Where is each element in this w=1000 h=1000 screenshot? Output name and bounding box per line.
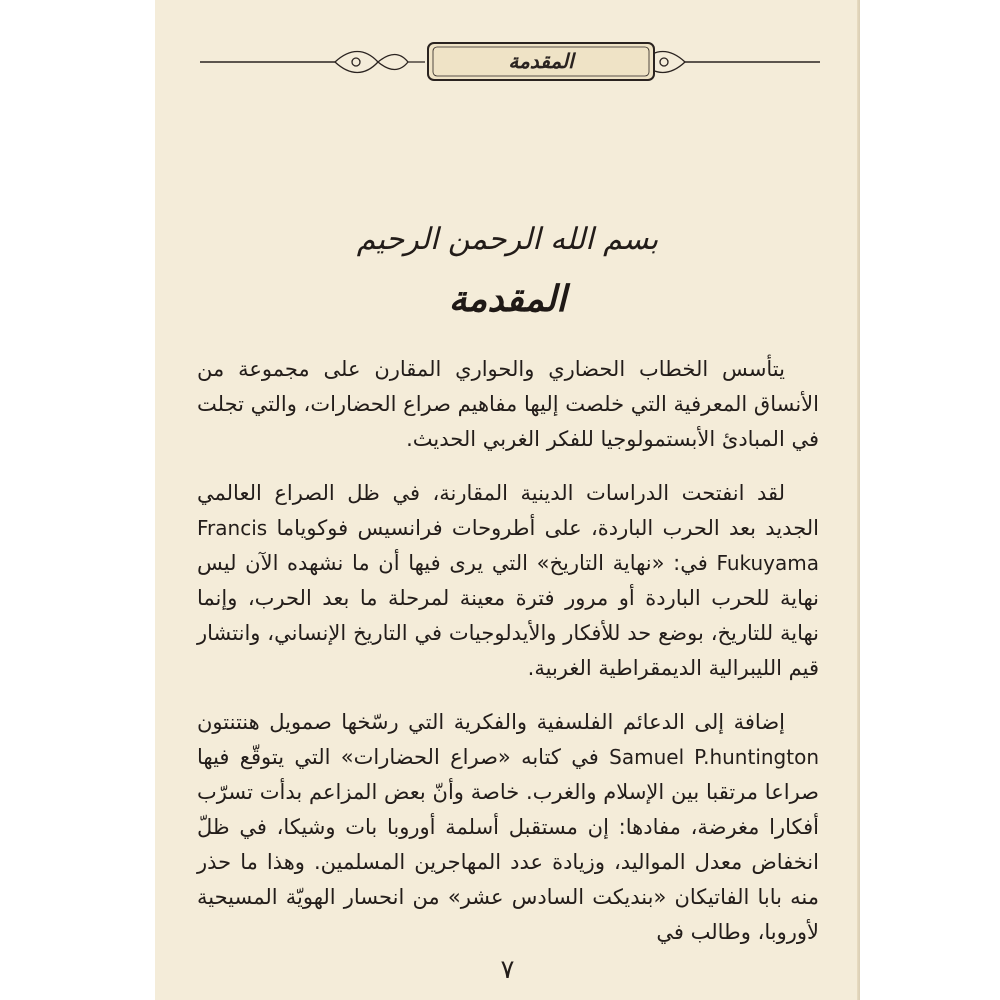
paragraph-3-part-1: إضافة إلى الدعائم الفلسفية والفكرية التي رسّخها صمويل هنتنتون xyxy=(197,710,785,734)
paragraph-1: يتأسس الخطاب الحضاري والحواري المقارن على مجموعة من الأنساق المعرفية التي خلصت إليها مفاهيم صراع الحضارات، والتي تجلت في المبادئ الأبستمولوجيا للفكر الغربي الحديث. xyxy=(197,357,819,451)
basmala-calligraphy: بسم الله الرحمن الرحيم xyxy=(356,222,659,257)
page-number: ٧ xyxy=(500,955,515,985)
paragraph-2-part-1: لقد انفتحت الدراسات الدينية المقارنة، في ظل الصراع العالمي الجديد بعد الحرب الباردة، على أطروحات فرانسيس فوكوياما xyxy=(197,481,819,540)
header-title: المقدمة xyxy=(508,49,574,73)
paragraph-3 xyxy=(197,705,819,950)
latin-name-fukuyama: Francis Fukuyama xyxy=(197,516,819,575)
left-ornament-icon xyxy=(335,52,425,73)
page-title: المقدمة xyxy=(448,278,567,320)
chapter-header-banner xyxy=(200,40,820,85)
book-page xyxy=(155,0,860,1000)
latin-name-huntington: Samuel P.huntington xyxy=(609,745,819,769)
paragraph-2 xyxy=(197,476,819,686)
page-edge xyxy=(857,0,860,1000)
paragraph-2-part-2: في: «نهاية التاريخ» التي يرى فيها أن ما نشهده الآن ليس نهاية للحرب الباردة أو مرور فترة معينة لمرحلة ما بعد الحرب، وإنما نهاية للتاريخ، بوضع حد للأفكار والأيدلوجيات في التاريخ الإنساني، وانتشار قيم الليبرالية الديمقراطية الغربية. xyxy=(197,551,819,680)
paragraph-3-part-2: في كتابه «صراع الحضارات» التي يتوقّع فيها صراعا مرتقبا بين الإسلام والغرب. خاصة وأنّ بعض المزاعم بدأت تسرّب أفكارا مغرضة، مفادها: إن مستقبل أسلمة أوروبا بات وشيكا، في ظلّ انخفاض معدل المواليد، وزيادة عدد المهاجرين المسلمين. وهذا ما حذر منه بابا الفاتيكان «بنديكت السادس عشر» من انحسار الهويّة المسيحية لأوروبا، وطالب في xyxy=(197,745,819,944)
body-text xyxy=(197,352,819,969)
